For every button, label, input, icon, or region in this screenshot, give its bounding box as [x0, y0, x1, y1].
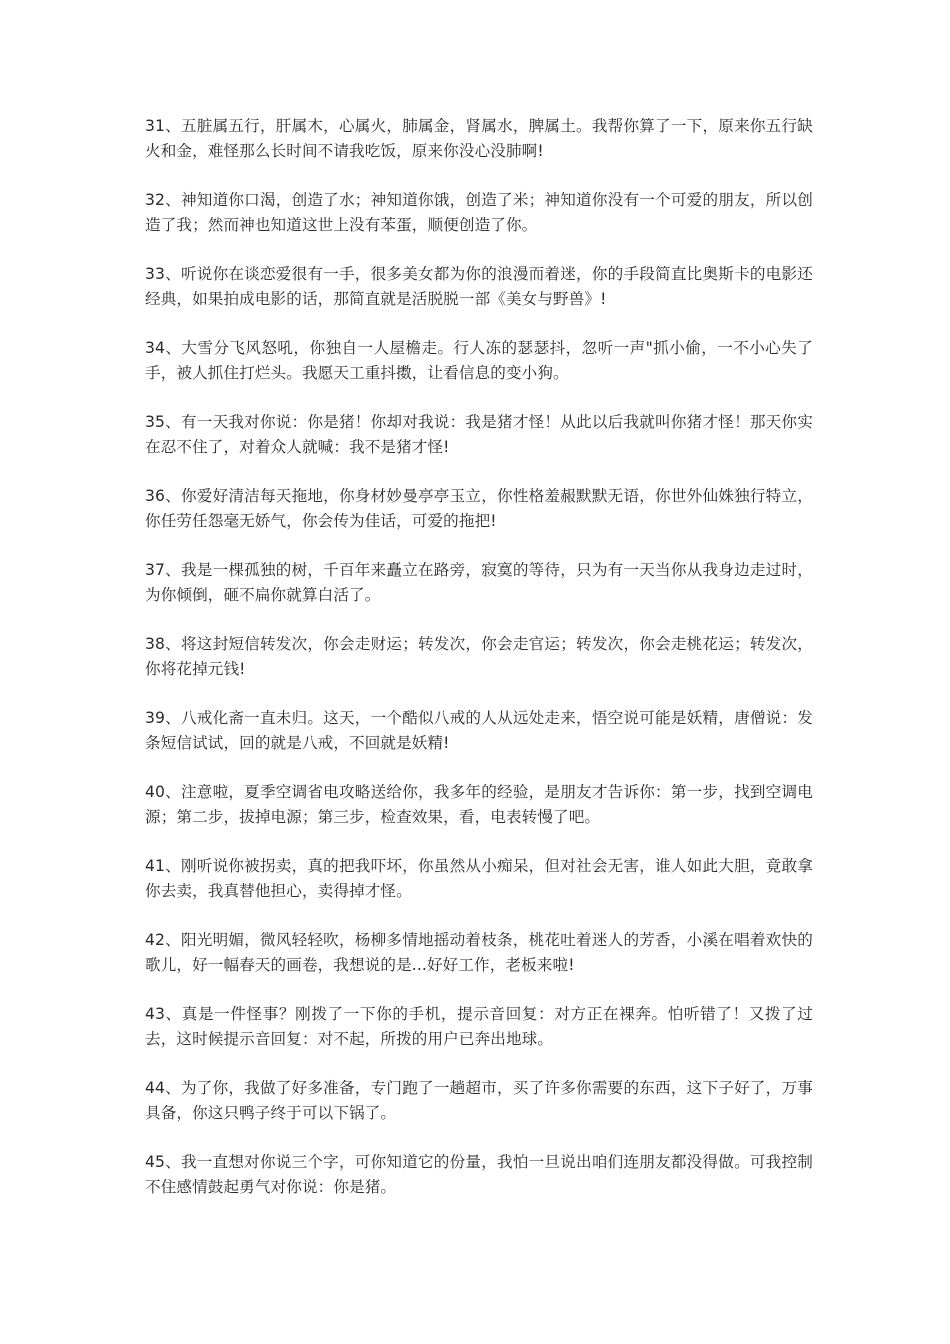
paragraph-37: 37、我是一棵孤独的树，千百年来矗立在路旁，寂寞的等待，只为有一天当你从我身边走过时，为你倾倒，砸不扁你就算白活了。: [145, 561, 813, 604]
paragraph-36: 36、你爱好清洁每天拖地，你身材妙曼亭亭玉立，你性格羞赧默默无语，你世外仙姝独行特立，你任劳任怨毫无娇气，你会传为佳话，可爱的拖把!: [145, 487, 813, 530]
document-body: [145, 114, 813, 1224]
paragraph-32: 32、神知道你口渴，创造了水；神知道你饿，创造了米；神知道你没有一个可爱的朋友，所以创造了我；然而神也知道这世上没有苯蛋，顺便创造了你。: [145, 191, 813, 234]
paragraph-33: 33、听说你在谈恋爱很有一手，很多美女都为你的浪漫而着迷，你的手段简直比奥斯卡的电影还经典，如果拍成电影的话，那简直就是活脱脱一部《美女与野兽》!: [145, 265, 813, 308]
paragraph-45: 45、我一直想对你说三个字，可你知道它的份量，我怕一旦说出咱们连朋友都没得做。可我控制不住感情鼓起勇气对你说：你是猪。: [145, 1153, 813, 1196]
paragraph-35: 35、有一天我对你说：你是猪！你却对我说：我是猪才怪！从此以后我就叫你猪才怪！那天你实在忍不住了，对着众人就喊：我不是猪才怪!: [145, 413, 813, 456]
paragraph-34: 34、大雪分飞风怒吼，你独自一人屋檐走。行人冻的瑟瑟抖，忽听一声"抓小偷，一不小心失了手，被人抓住打烂头。我愿天工重抖擞，让看信息的变小狗。: [145, 339, 813, 382]
paragraph-39: 39、八戒化斋一直未归。这天，一个酷似八戒的人从远处走来，悟空说可能是妖精，唐僧说：发条短信试试，回的就是八戒，不回就是妖精!: [145, 709, 813, 752]
paragraph-43: 43、真是一件怪事？刚拨了一下你的手机，提示音回复：对方正在裸奔。怕听错了！又拨了过去，这时候提示音回复：对不起，所拨的用户已奔出地球。: [145, 1005, 813, 1048]
paragraph-31: 31、五脏属五行，肝属木，心属火，肺属金，肾属水，脾属土。我帮你算了一下，原来你五行缺火和金，难怪那么长时间不请我吃饭，原来你没心没肺啊!: [145, 117, 813, 160]
paragraph-41: 41、刚听说你被拐卖，真的把我吓坏，你虽然从小痴呆，但对社会无害，谁人如此大胆，竟敢拿你去卖，我真替他担心，卖得掉才怪。: [145, 857, 813, 900]
paragraph-42: 42、阳光明媚，微风轻轻吹，杨柳多情地摇动着枝条，桃花吐着迷人的芳香，小溪在唱着欢快的歌儿，好一幅春天的画卷，我想说的是...好好工作，老板来啦!: [145, 931, 813, 974]
paragraph-40: 40、注意啦，夏季空调省电攻略送给你，我多年的经验，是朋友才告诉你：第一步，找到空调电源；第二步，拔掉电源；第三步，检查效果，看，电表转慢了吧。: [145, 783, 813, 826]
paragraph-38: 38、将这封短信转发次，你会走财运；转发次，你会走官运；转发次，你会走桃花运；转发次，你将花掉元钱!: [145, 635, 813, 678]
paragraph-44: 44、为了你，我做了好多准备，专门跑了一趟超市，买了许多你需要的东西，这下子好了，万事具备，你这只鸭子终于可以下锅了。: [145, 1079, 813, 1122]
